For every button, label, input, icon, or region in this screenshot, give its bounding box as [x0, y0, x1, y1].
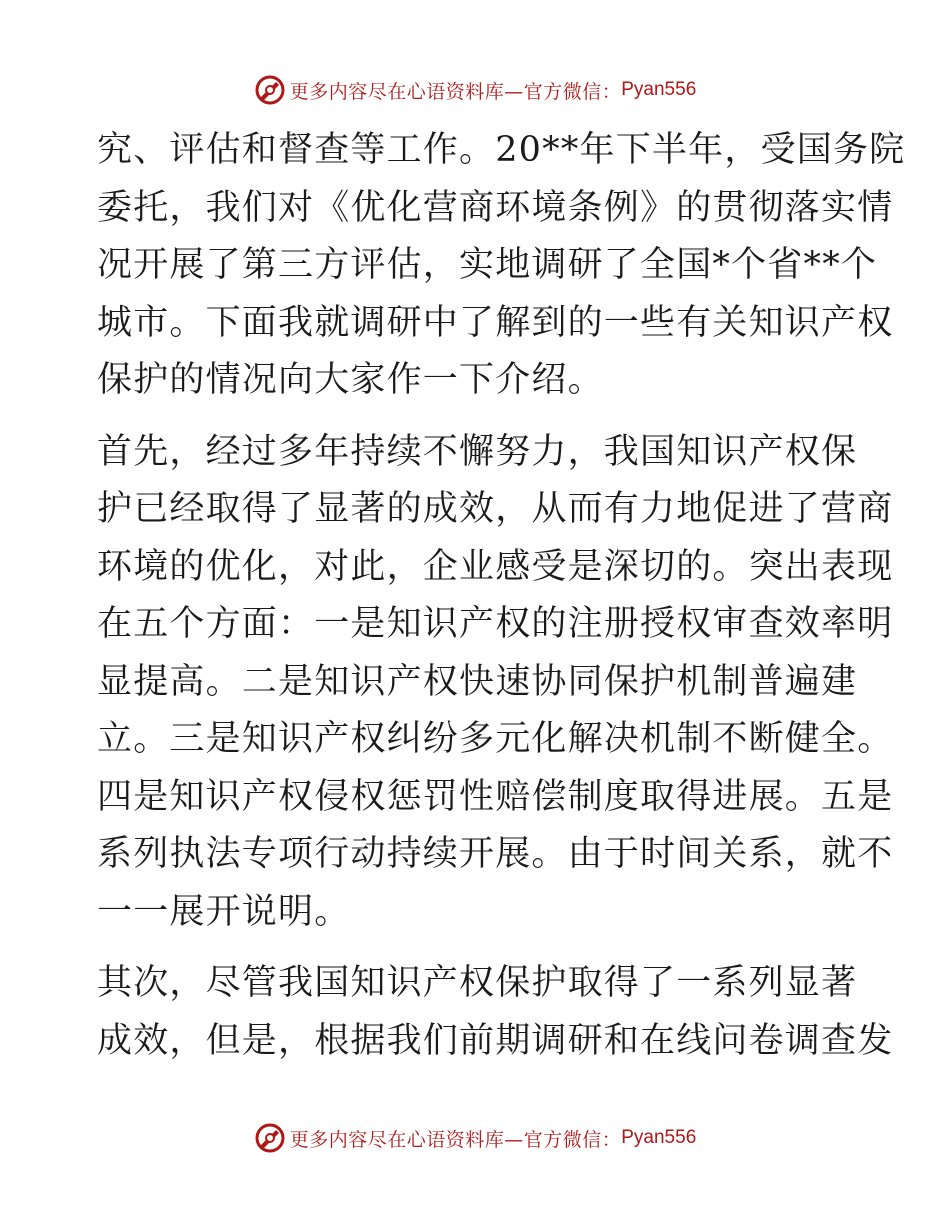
watermark-header: [0, 70, 950, 110]
text-line: 究、评估和督查等工作。20**年下半年，受国务院: [97, 130, 906, 170]
text-line: 成效，但是，根据我们前期调研和在线问卷调查发: [97, 1020, 894, 1061]
watermark-text: 更多内容尽在心语资料库—官方微信：: [289, 1128, 622, 1151]
text-line: 一一展开说明。: [97, 891, 351, 932]
paragraph: [97, 424, 894, 942]
text-line: 环境的优化，对此，企业感受是深切的。突出表现: [97, 546, 894, 587]
logo-icon: [254, 1122, 286, 1154]
text-line: 四是知识产权侵权惩罚性赔偿制度取得进展。五是: [97, 776, 894, 817]
logo-icon: [254, 74, 286, 106]
text-line: 委托，我们对《优化营商环境条例》的贯彻落实情: [97, 187, 894, 228]
paragraph: [97, 955, 894, 1070]
text-line: 首先，经过多年持续不懈努力，我国知识产权保: [97, 431, 858, 472]
text-line: 显提高。二是知识产权快速协同保护机制普遍建: [97, 661, 858, 702]
text-line: 其次，尽管我国知识产权保护取得了一系列显著: [97, 963, 858, 1003]
watermark-id: Pyan556: [621, 1127, 697, 1148]
text-line: 立。三是知识产权纠纷多元化解决机制不断健全。: [97, 719, 894, 759]
watermark-footer: [0, 1118, 950, 1158]
text-line: 护已经取得了显著的成效，从而有力地促进了营商: [97, 489, 894, 529]
text-line: 况开展了第三方评估，实地调研了全国*个省**个: [97, 245, 878, 285]
text-line: 保护的情况向大家作一下介绍。: [97, 360, 604, 400]
document-body: [97, 122, 906, 1070]
text-line: 城市。下面我就调研中了解到的一些有关知识产权: [97, 302, 894, 343]
paragraph: [97, 122, 906, 410]
watermark-id: Pyan556: [621, 79, 697, 100]
text-line: 在五个方面：一是知识产权的注册授权审查效率明: [97, 604, 894, 644]
watermark-text: 更多内容尽在心语资料库—官方微信：: [289, 80, 622, 103]
text-line: 系列执法专项行动持续开展。由于时间关系，就不: [97, 834, 894, 874]
